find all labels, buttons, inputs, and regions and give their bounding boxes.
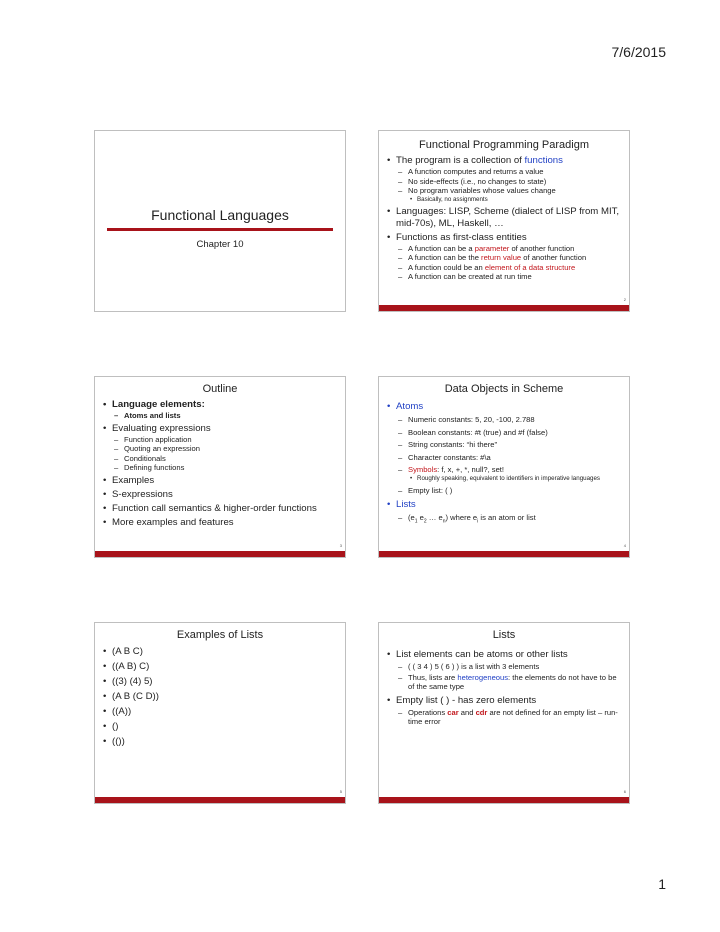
sub-bullet: – Function application bbox=[103, 435, 339, 445]
sub-bullet: – A function could be an element of a data structure bbox=[387, 263, 623, 273]
slide-4 bbox=[378, 376, 630, 558]
list-item: • (()) bbox=[103, 736, 339, 748]
sub-bullet: – Character constants: #\a bbox=[387, 453, 623, 463]
bullet: • List elements can be atoms or other lists bbox=[387, 649, 623, 661]
sub-bullet: – A function can be the return value of another function bbox=[387, 253, 623, 263]
sub-bullet: – Conditionals bbox=[103, 454, 339, 464]
sub-bullet: – ($e_1$ $e_2$ … $e_n$) where $e_i$ is an atom or list bbox=[387, 513, 623, 527]
slide-title: Lists bbox=[492, 629, 516, 641]
slide-footer-bar bbox=[95, 797, 345, 803]
bullet: • Examples bbox=[103, 475, 339, 487]
list-item: • ((A)) bbox=[103, 706, 339, 718]
slide-footer-bar bbox=[379, 797, 629, 803]
slide-subtitle: Chapter 10 bbox=[196, 239, 244, 250]
bullet: • Evaluating expressions bbox=[103, 423, 339, 435]
slide-6 bbox=[378, 622, 630, 804]
sub-sub-bullet: • Roughly speaking, equivalent to identifiers in imperative languages bbox=[387, 475, 623, 483]
sub-sub-bullet: • Basically, no assignments bbox=[387, 196, 623, 204]
slide-title: Functional Languages bbox=[151, 207, 289, 223]
slide-number: 6 bbox=[623, 789, 626, 794]
sub-bullet: – Numeric constants: 5, 20, -100, 2.788 bbox=[387, 415, 623, 425]
bullet: • Atoms bbox=[387, 401, 623, 413]
list-item: • (A B C) bbox=[103, 646, 339, 658]
bullet: • Functions as first-class entities bbox=[387, 232, 623, 244]
bullet: • Lists bbox=[387, 499, 623, 511]
slide-body bbox=[103, 397, 339, 529]
sub-bullet: – A function can be a parameter of another function bbox=[387, 244, 623, 254]
list-item: • () bbox=[103, 721, 339, 733]
slide-number: 5 bbox=[339, 789, 342, 794]
slide-2 bbox=[378, 130, 630, 312]
slide-body bbox=[387, 399, 623, 527]
slide-body bbox=[387, 647, 623, 727]
bullet: • S-expressions bbox=[103, 489, 339, 501]
page-number: 1 bbox=[658, 876, 666, 892]
sub-bullet: – Symbols: f, x, +, *, null?, set! bbox=[387, 465, 623, 475]
slide-3 bbox=[94, 376, 346, 558]
sub-bullet: – Empty list: ( ) bbox=[387, 486, 623, 496]
title-underline bbox=[107, 228, 333, 231]
list-item: • (A B (C D)) bbox=[103, 691, 339, 703]
sub-bullet: – A function computes and returns a value bbox=[387, 167, 623, 177]
sub-bullet: – Quoting an expression bbox=[103, 444, 339, 454]
bullet: • Languages: LISP, Scheme (dialect of LISP from MIT, mid-70s), ML, Haskell, … bbox=[387, 206, 623, 230]
slide-number: 4 bbox=[623, 543, 626, 548]
slide-title: Data Objects in Scheme bbox=[444, 383, 564, 395]
slide-title: Examples of Lists bbox=[176, 629, 264, 641]
slide-number: 3 bbox=[339, 543, 342, 548]
bullet: • Empty list ( ) - has zero elements bbox=[387, 695, 623, 707]
slide-footer-bar bbox=[379, 305, 629, 311]
sub-bullet: – Defining functions bbox=[103, 463, 339, 473]
slide-number: 2 bbox=[623, 297, 626, 302]
slide-footer-bar bbox=[95, 551, 345, 557]
bullet: • Language elements: bbox=[103, 399, 339, 411]
sub-bullet: – A function can be created at run time bbox=[387, 272, 623, 282]
sub-bullet: – No side-effects (i.e., no changes to state) bbox=[387, 177, 623, 187]
sub-bullet: – Atoms and lists bbox=[103, 411, 339, 421]
sub-bullet: – String constants: “hi there” bbox=[387, 440, 623, 450]
sub-bullet: – Thus, lists are heterogeneous: the elements do not have to be of the same type bbox=[387, 673, 623, 692]
slide-1 bbox=[94, 130, 346, 312]
slide-footer-bar bbox=[379, 551, 629, 557]
bullet: • Function call semantics & higher-order functions bbox=[103, 503, 339, 515]
slide-body bbox=[387, 153, 623, 282]
slide-title: Outline bbox=[202, 383, 238, 395]
sub-bullet: – ( ( 3 4 ) 5 ( 6 ) ) is a list with 3 elements bbox=[387, 662, 623, 672]
sub-bullet: – Operations car and cdr are not defined for an empty list – run-time error bbox=[387, 708, 623, 727]
slide-5 bbox=[94, 622, 346, 804]
list-item: • ((A B) C) bbox=[103, 661, 339, 673]
header-date: 7/6/2015 bbox=[611, 44, 666, 60]
sub-bullet: – Boolean constants: #t (true) and #f (false) bbox=[387, 428, 623, 438]
slide-title: Functional Programming Paradigm bbox=[419, 139, 589, 151]
bullet: • The program is a collection of functions bbox=[387, 155, 623, 167]
sub-bullet: – No program variables whose values change bbox=[387, 186, 623, 196]
list-item: • ((3) (4) 5) bbox=[103, 676, 339, 688]
slide-body bbox=[103, 643, 339, 748]
bullet: • More examples and features bbox=[103, 517, 339, 529]
